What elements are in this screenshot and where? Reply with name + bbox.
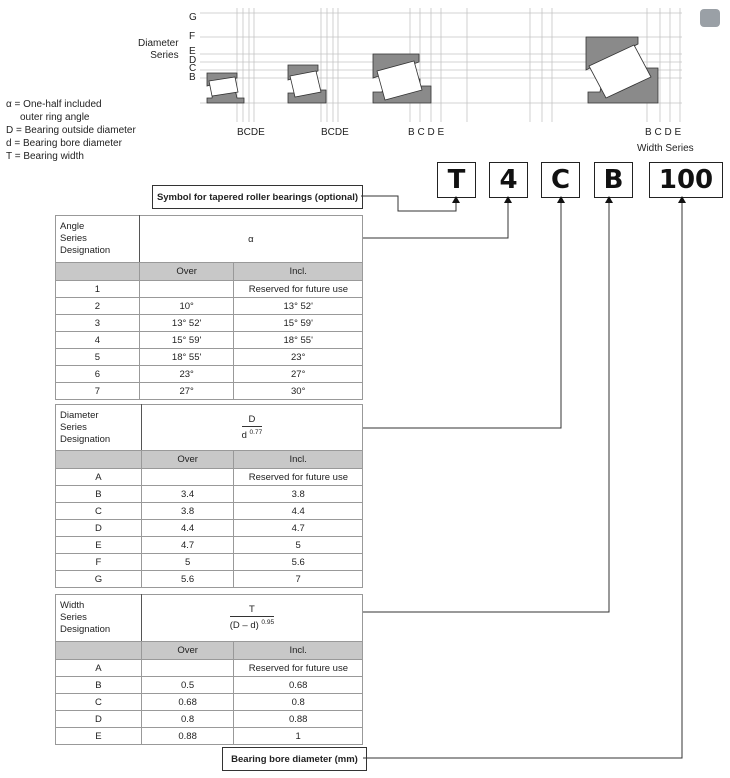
code-width-box: B (594, 162, 633, 198)
width-incl-header: Incl. (234, 642, 363, 660)
width-denominator-wrap (230, 617, 274, 631)
row-id: F (56, 554, 142, 571)
angle-formula (139, 216, 362, 263)
table-row (56, 298, 363, 315)
diameter-exponent: 0.77 (249, 428, 263, 436)
angle-subhdr-blank (56, 263, 140, 281)
table-row (56, 520, 363, 537)
width-denominator: (D – d) (229, 620, 259, 632)
row-incl: Reserved for future use (234, 469, 363, 486)
row-over: 18° 55' (139, 349, 234, 366)
row-over: 0.68 (141, 694, 234, 711)
row-over: 3.4 (141, 486, 234, 503)
row-letter-b: B (189, 72, 196, 83)
row-id: D (56, 711, 142, 728)
row-letter-c: C (189, 63, 197, 74)
row-incl: 18° 55' (234, 332, 363, 349)
row-incl: 4.4 (234, 503, 363, 520)
row-over: 3.8 (141, 503, 234, 520)
diameter-formula (141, 405, 362, 451)
arrow-diameter (557, 196, 565, 203)
symbol-label: Symbol for tapered roller bearings (optional) (152, 185, 363, 209)
connector-prefix (361, 196, 456, 211)
row-over: 0.5 (141, 677, 234, 694)
row-id: 7 (56, 383, 140, 400)
code-prefix-box: T (437, 162, 476, 198)
row-incl: Reserved for future use (234, 660, 363, 677)
width-letters-2: BCDE (321, 127, 349, 138)
connector-bore (363, 202, 682, 758)
diameter-series-label: Diameter Series (138, 38, 179, 61)
row-incl: 23° (234, 349, 363, 366)
table-row (56, 711, 363, 728)
table-row (56, 660, 363, 677)
table-row (56, 332, 363, 349)
table-row (56, 728, 363, 745)
angle-over-header: Over (139, 263, 234, 281)
table-row (56, 315, 363, 332)
table-row (56, 383, 363, 400)
diameter-fraction (242, 414, 263, 441)
row-id: A (56, 660, 142, 677)
row-id: C (56, 503, 142, 520)
table-row (56, 554, 363, 571)
row-id: A (56, 469, 142, 486)
row-over: 10° (139, 298, 234, 315)
diameter-designation-label: Diameter Series Designation (56, 405, 142, 451)
width-numerator: T (230, 604, 274, 617)
row-id: 6 (56, 366, 140, 383)
width-exponent: 0.95 (261, 619, 275, 627)
arrow-prefix (452, 196, 460, 203)
table-row (56, 677, 363, 694)
row-over: 13° 52' (139, 315, 234, 332)
row-id: B (56, 486, 142, 503)
row-over (139, 281, 234, 298)
row-over: 4.4 (141, 520, 234, 537)
row-id: 5 (56, 349, 140, 366)
diameter-denominator: d (241, 430, 247, 442)
row-over: 5.6 (141, 571, 234, 588)
row-incl: Reserved for future use (234, 281, 363, 298)
row-id: 2 (56, 298, 140, 315)
table-row (56, 349, 363, 366)
connector-angle (363, 202, 508, 238)
width-series-label: Width Series (637, 143, 694, 154)
table-row (56, 694, 363, 711)
arrow-width (605, 196, 613, 203)
row-over (141, 469, 234, 486)
row-id: B (56, 677, 142, 694)
code-diameter-box: C (541, 162, 580, 198)
angle-designation-label: Angle Series Designation (56, 216, 140, 263)
table-row (56, 486, 363, 503)
legend-outside-diameter: D = Bearing outside diameter (6, 125, 136, 136)
diameter-incl-header: Incl. (234, 451, 363, 469)
width-letters-4: B C D E (645, 127, 682, 138)
width-series-table (55, 594, 363, 745)
width-fraction (230, 604, 274, 631)
angle-series-table (55, 215, 363, 400)
row-over: 4.7 (141, 537, 234, 554)
legend-width: T = Bearing width (6, 151, 84, 162)
table-row (56, 537, 363, 554)
diameter-numerator: D (242, 414, 263, 427)
row-over: 15° 59' (139, 332, 234, 349)
arrow-bore (678, 196, 686, 203)
row-letter-g: G (189, 12, 197, 23)
legend-alpha-cont: outer ring angle (20, 112, 90, 123)
row-incl: 3.8 (234, 486, 363, 503)
row-over: 5 (141, 554, 234, 571)
row-incl: 7 (234, 571, 363, 588)
row-over: 27° (139, 383, 234, 400)
row-over: 23° (139, 366, 234, 383)
diameter-denominator-wrap (242, 427, 263, 441)
diameter-subhdr-blank (56, 451, 142, 469)
width-subhdr-blank (56, 642, 142, 660)
row-incl: 0.68 (234, 677, 363, 694)
row-incl: 30° (234, 383, 363, 400)
connector-width (363, 202, 609, 612)
row-letter-f: F (189, 31, 196, 42)
table-row (56, 571, 363, 588)
row-letter-d: D (189, 55, 197, 66)
row-incl: 0.88 (234, 711, 363, 728)
width-formula (141, 595, 362, 642)
row-over: 0.88 (141, 728, 234, 745)
row-incl: 1 (234, 728, 363, 745)
row-id: E (56, 728, 142, 745)
width-designation-label: Width Series Designation (56, 595, 142, 642)
diameter-series-table (55, 404, 363, 588)
row-incl: 15° 59' (234, 315, 363, 332)
row-incl: 13° 52' (234, 298, 363, 315)
row-id: 1 (56, 281, 140, 298)
row-incl: 5 (234, 537, 363, 554)
diameter-over-header: Over (141, 451, 234, 469)
row-id: 3 (56, 315, 140, 332)
row-incl: 5.6 (234, 554, 363, 571)
code-angle-box: 4 (489, 162, 528, 198)
row-letter-e: E (189, 46, 196, 57)
row-id: E (56, 537, 142, 554)
row-incl: 0.8 (234, 694, 363, 711)
bore-label: Bearing bore diameter (mm) (222, 747, 367, 771)
row-incl: 27° (234, 366, 363, 383)
angle-incl-header: Incl. (234, 263, 363, 281)
table-row (56, 469, 363, 486)
table-row (56, 503, 363, 520)
row-id: D (56, 520, 142, 537)
code-bore-box: 100 (649, 162, 723, 198)
legend-bore-diameter: d = Bearing bore diameter (6, 138, 122, 149)
alpha-symbol: α (248, 233, 254, 245)
arrow-angle (504, 196, 512, 203)
row-id: C (56, 694, 142, 711)
row-id: 4 (56, 332, 140, 349)
connector-diameter (363, 202, 561, 428)
width-letters-3: B C D E (408, 127, 445, 138)
width-letters-1: BCDE (237, 127, 265, 138)
table-row (56, 366, 363, 383)
width-over-header: Over (141, 642, 234, 660)
row-over: 0.8 (141, 711, 234, 728)
row-id: G (56, 571, 142, 588)
table-row (56, 281, 363, 298)
row-over (141, 660, 234, 677)
row-incl: 4.7 (234, 520, 363, 537)
legend-alpha: α = One-half included (6, 99, 102, 110)
